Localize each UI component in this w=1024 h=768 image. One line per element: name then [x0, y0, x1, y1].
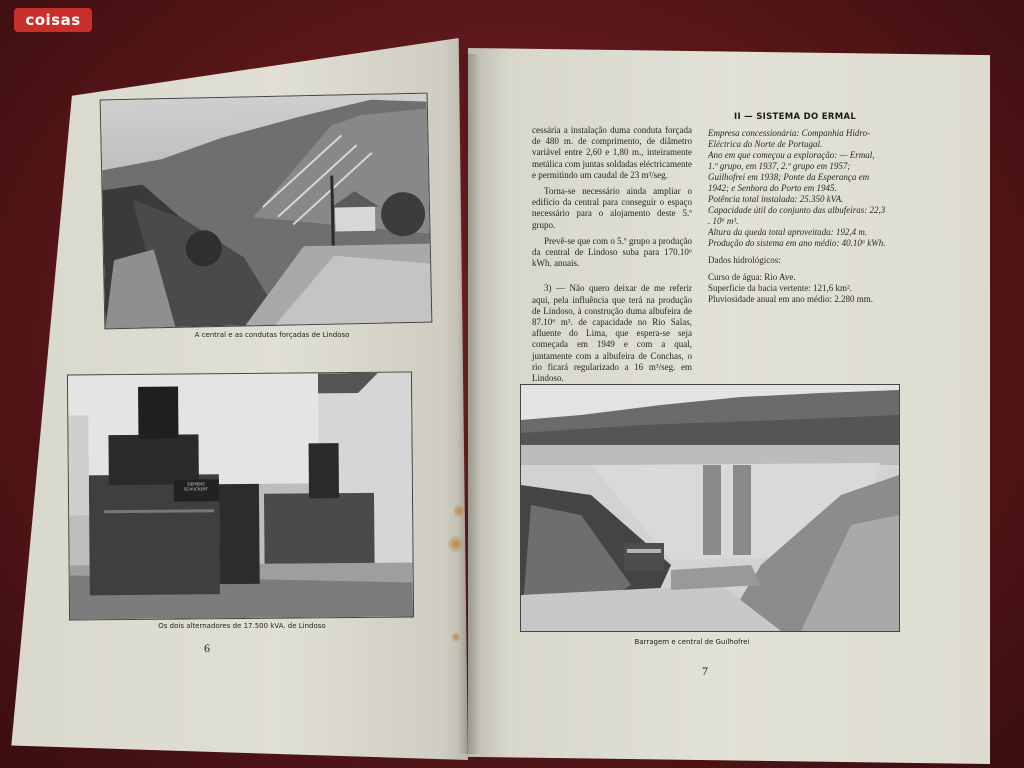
info-line: Capacidade útil do conjunto das albufeiras: 22,3 . 10⁶ m³.	[708, 205, 886, 226]
info-line: Dados hidrológicos:	[708, 255, 781, 265]
open-booklet	[2, 34, 1002, 764]
photo1-caption: A central e as condutas forçadas de Lindoso	[194, 331, 350, 339]
section-title: II — SISTEMA DO ERMAL	[734, 112, 857, 122]
info-line: Potência total instalada: 25.350 kVA.	[708, 194, 844, 204]
paper-stain	[448, 536, 464, 552]
paragraph: 3) — Não quero deixar de me referir aqui, pela influência que terá na produção de Lindoso, à construção duma albufeira de 87.10⁶ m³. de capacidade no Rio Salas, afluente do Lima, que espera-se seja começada em 1949 e com a qual, juntamente com a albufeira de Conchas, o rio ficará regularizado a 16 m³/seg. em Lindoso.	[532, 283, 692, 384]
book-gutter	[458, 54, 480, 754]
watermark-logo: coisas	[14, 8, 92, 32]
right-page-body-text	[532, 125, 692, 389]
generator-nameplate: SIEMENS SCHUCKERT	[183, 481, 209, 492]
info-line: Curso de água: Rio Ave.	[708, 272, 796, 282]
left-page-number: 6	[204, 641, 210, 655]
paper-stain	[454, 504, 464, 518]
info-line: Produção do sistema em ano médio: 40.10⁶ kWh.	[708, 238, 886, 248]
info-line: Ano em que começou a exploração: — Ermal, 1.º grupo, em 1937, 2.º grupo em 1957; Guilhofrei em 1938; Ponte da Esperança em 1942; e Senhora do Porto em 1945.	[708, 150, 875, 193]
photo-lindoso-penstocks	[100, 93, 433, 330]
info-line: Superfície da bacia vertente: 121,6 km².	[708, 283, 852, 293]
paragraph: Prevê-se que com o 5.º grupo a produção da central de Lindoso suba para 170.10⁶ kWh. anuais.	[532, 235, 692, 269]
system-info	[708, 128, 886, 305]
photo-guilhofrei-dam	[520, 384, 900, 632]
paper-stain	[452, 632, 460, 642]
info-line: Empresa concessionária: Companhia Hidro-Eléctrica do Norte de Portugal.	[708, 128, 871, 149]
paragraph: cessária a instalação duma conduta forçada de 480 m. de comprimento, de diâmetro variável entre 2,60 e 1,80 m., inteiramente metálica com juntas soldadas eléctricamente e permitindo um caudal de 23 m³/seg.	[532, 125, 692, 180]
info-line: Altura da queda total aproveitada: 192,4 m.	[708, 227, 868, 237]
info-line: Pluviosidade anual em ano médio: 2.280 mm.	[708, 294, 873, 304]
photo2-caption: Os dois alternadores de 17.500 kVA. de Lindoso	[158, 622, 326, 630]
right-page-number: 7	[702, 664, 708, 678]
dam-photo-caption: Barragem e central de Guilhofrei	[634, 638, 750, 646]
paragraph: Torna-se necessário ainda ampliar o edifício da central para conseguir o espaço necessário para o alojamento deste 5.º grupo.	[532, 186, 692, 230]
photo-alternators	[67, 371, 414, 620]
